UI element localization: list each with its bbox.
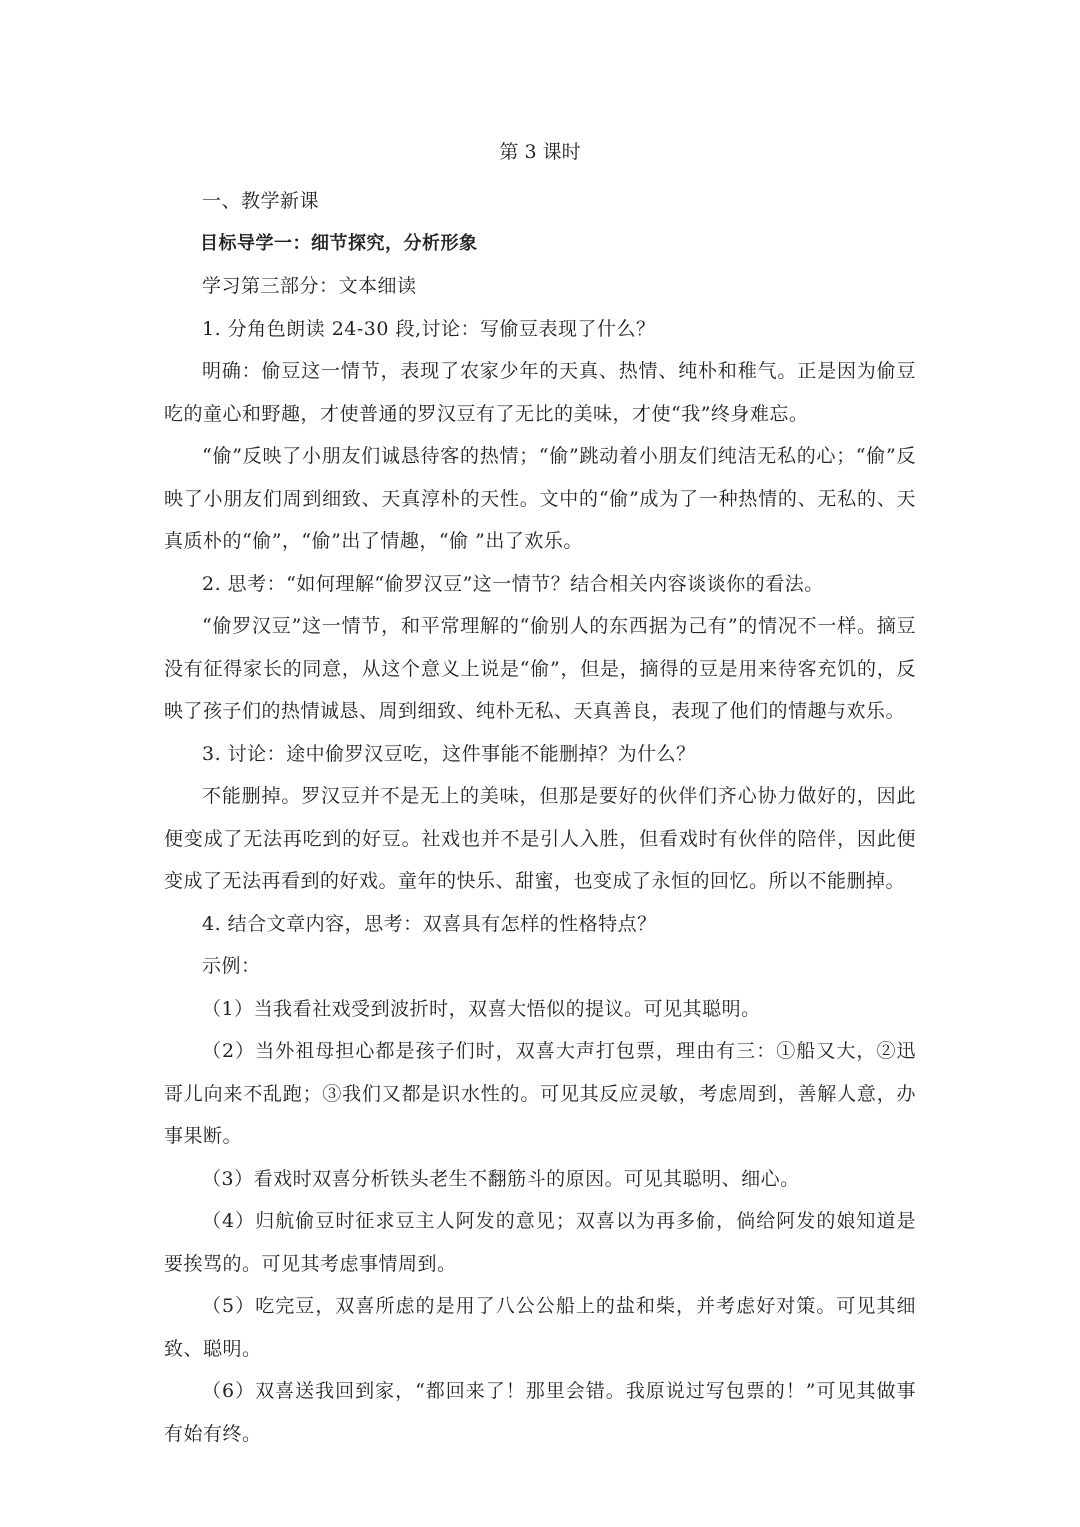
question-1: 1. 分角色朗读 24-30 段,讨论：写偷豆表现了什么？ [202,317,656,340]
example-5: （5）吃完豆，双喜所虑的是用了八公公船上的盐和柴，并考虑好对策。可见其细致、聪明。 [164,1295,916,1360]
answer-1: 明确：偷豆这一情节，表现了农家少年的天真、热情、纯朴和稚气。正是因为偷豆吃的童心和野趣，才使普通的罗汉豆有了无比的美味，才使“我”终身难忘。 [164,360,916,425]
part-heading: 学习第三部分：文本细读 [202,275,417,297]
example-6: （6）双喜送我回到家，“都回来了！那里会错。我原说过写包票的！”可见其做事有始有终。 [164,1380,916,1445]
goal-heading: 目标导学一：细节探究，分析形象 [200,232,478,254]
question-4: 4. 结合文章内容，思考：双喜具有怎样的性格特点？ [202,912,657,935]
question-3: 3. 讨论：途中偷罗汉豆吃，这件事能不能删掉？为什么？ [202,742,696,765]
example-4: （4）归航偷豆时征求豆主人阿发的意见；双喜以为再多偷，倘给阿发的娘知道是要挨骂的。可见其考虑事情周到。 [164,1210,916,1275]
example-1: （1）当我看社戏受到波折时，双喜大悟似的提议。可见其聪明。 [202,997,761,1020]
answer-3: 不能删掉。罗汉豆并不是无上的美味，但那是要好的伙伴们齐心协力做好的，因此便变成了无法再吃到的好豆。社戏也并不是引人入胜，但看戏时有伙伴的陪伴，因此便变成了无法再看到的好戏。童年的快乐、甜蜜，也变成了永恒的回忆。所以不能删掉。 [164,785,916,892]
question-2: 2. 思考：“如何理解“偷罗汉豆”这一情节？结合相关内容谈谈你的看法。 [202,572,824,595]
lesson-title: 第 3 课时 [499,141,581,163]
example-label: 示例： [202,955,261,977]
document-body [164,180,916,1455]
answer-2: “偷罗汉豆”这一情节，和平常理解的“偷别人的东西据为己有”的情况不一样。摘豆没有征得家长的同意，从这个意义上说是“偷”，但是，摘得的豆是用来待客充饥的，反映了孩子们的热情诚恳、周到细致、纯朴无私、天真善良，表现了他们的情趣与欢乐。 [164,615,916,722]
example-3: （3）看戏时双喜分析铁头老生不翻筋斗的原因。可见其聪明、细心。 [202,1167,800,1190]
section-heading: 一、教学新课 [202,190,320,212]
example-2: （2）当外祖母担心都是孩子们时，双喜大声打包票，理由有三：①船又大，②迅哥儿向来不乱跑；③我们又都是识水性的。可见其反应灵敏，考虑周到，善解人意，办事果断。 [164,1040,916,1147]
answer-1-detail: “偷”反映了小朋友们诚恳待客的热情；“偷”跳动着小朋友们纯洁无私的心；“偷”反映了小朋友们周到细致、天真淳朴的天性。文中的“偷”成为了一种热情的、无私的、天真质朴的“偷”，“偷”出了情趣，“偷 ”出了欢乐。 [164,445,916,552]
